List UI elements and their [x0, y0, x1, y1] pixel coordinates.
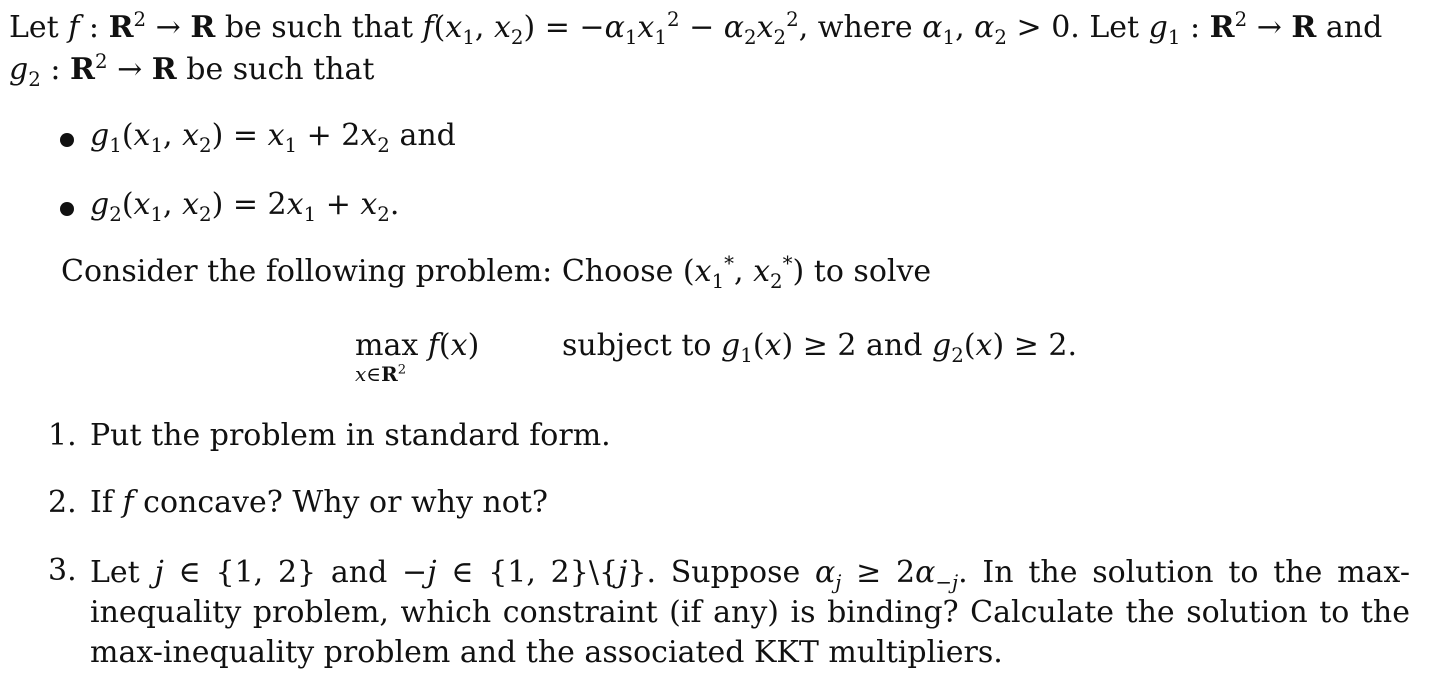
- question-1: 1. Put the problem in standard form.: [48, 418, 611, 453]
- constraints: subject to $g_1(x) \ge 2$ and $g_2(x) \ge 2$.: [562, 328, 1078, 367]
- max-subscript: $x\in R^2$: [355, 362, 407, 386]
- question-3: 3. Let j ∈ {1, 2} and −j ∈ {1, 2}\{j}. Suppose $\alpha_j \ge 2\alpha_{-j}$. In the solution to the max-inequality problem, which constraint (if any) is binding? Calculate the solution to the max-inequality problem and the associated KKT multipliers.: [48, 553, 1410, 670]
- bullet-dot-icon: [60, 202, 74, 216]
- bullet-dot-icon: [60, 133, 74, 147]
- math-f: f: [68, 10, 80, 45]
- consider-text: Consider the following problem: Choose ($x_1^*$, $x_2^*$) to solve: [61, 252, 932, 293]
- intro-line-1: Let f : $R^2 \to R$ be such that $f(x_1$, $x_2) = -\alpha_1x_1^2 - \alpha_2x_2^2$, where $\alpha_1$, $\alpha_2 > 0$. Let $g_1$ : $R^2 \to R$ and: [9, 8, 1383, 49]
- objective: max f(x) $x\in R^2$: [355, 328, 480, 386]
- intro-line-2: $g_2$ : $R^2 \to R$ be such that: [9, 50, 375, 91]
- question-2: 2. If f concave? Why or why not?: [48, 485, 548, 520]
